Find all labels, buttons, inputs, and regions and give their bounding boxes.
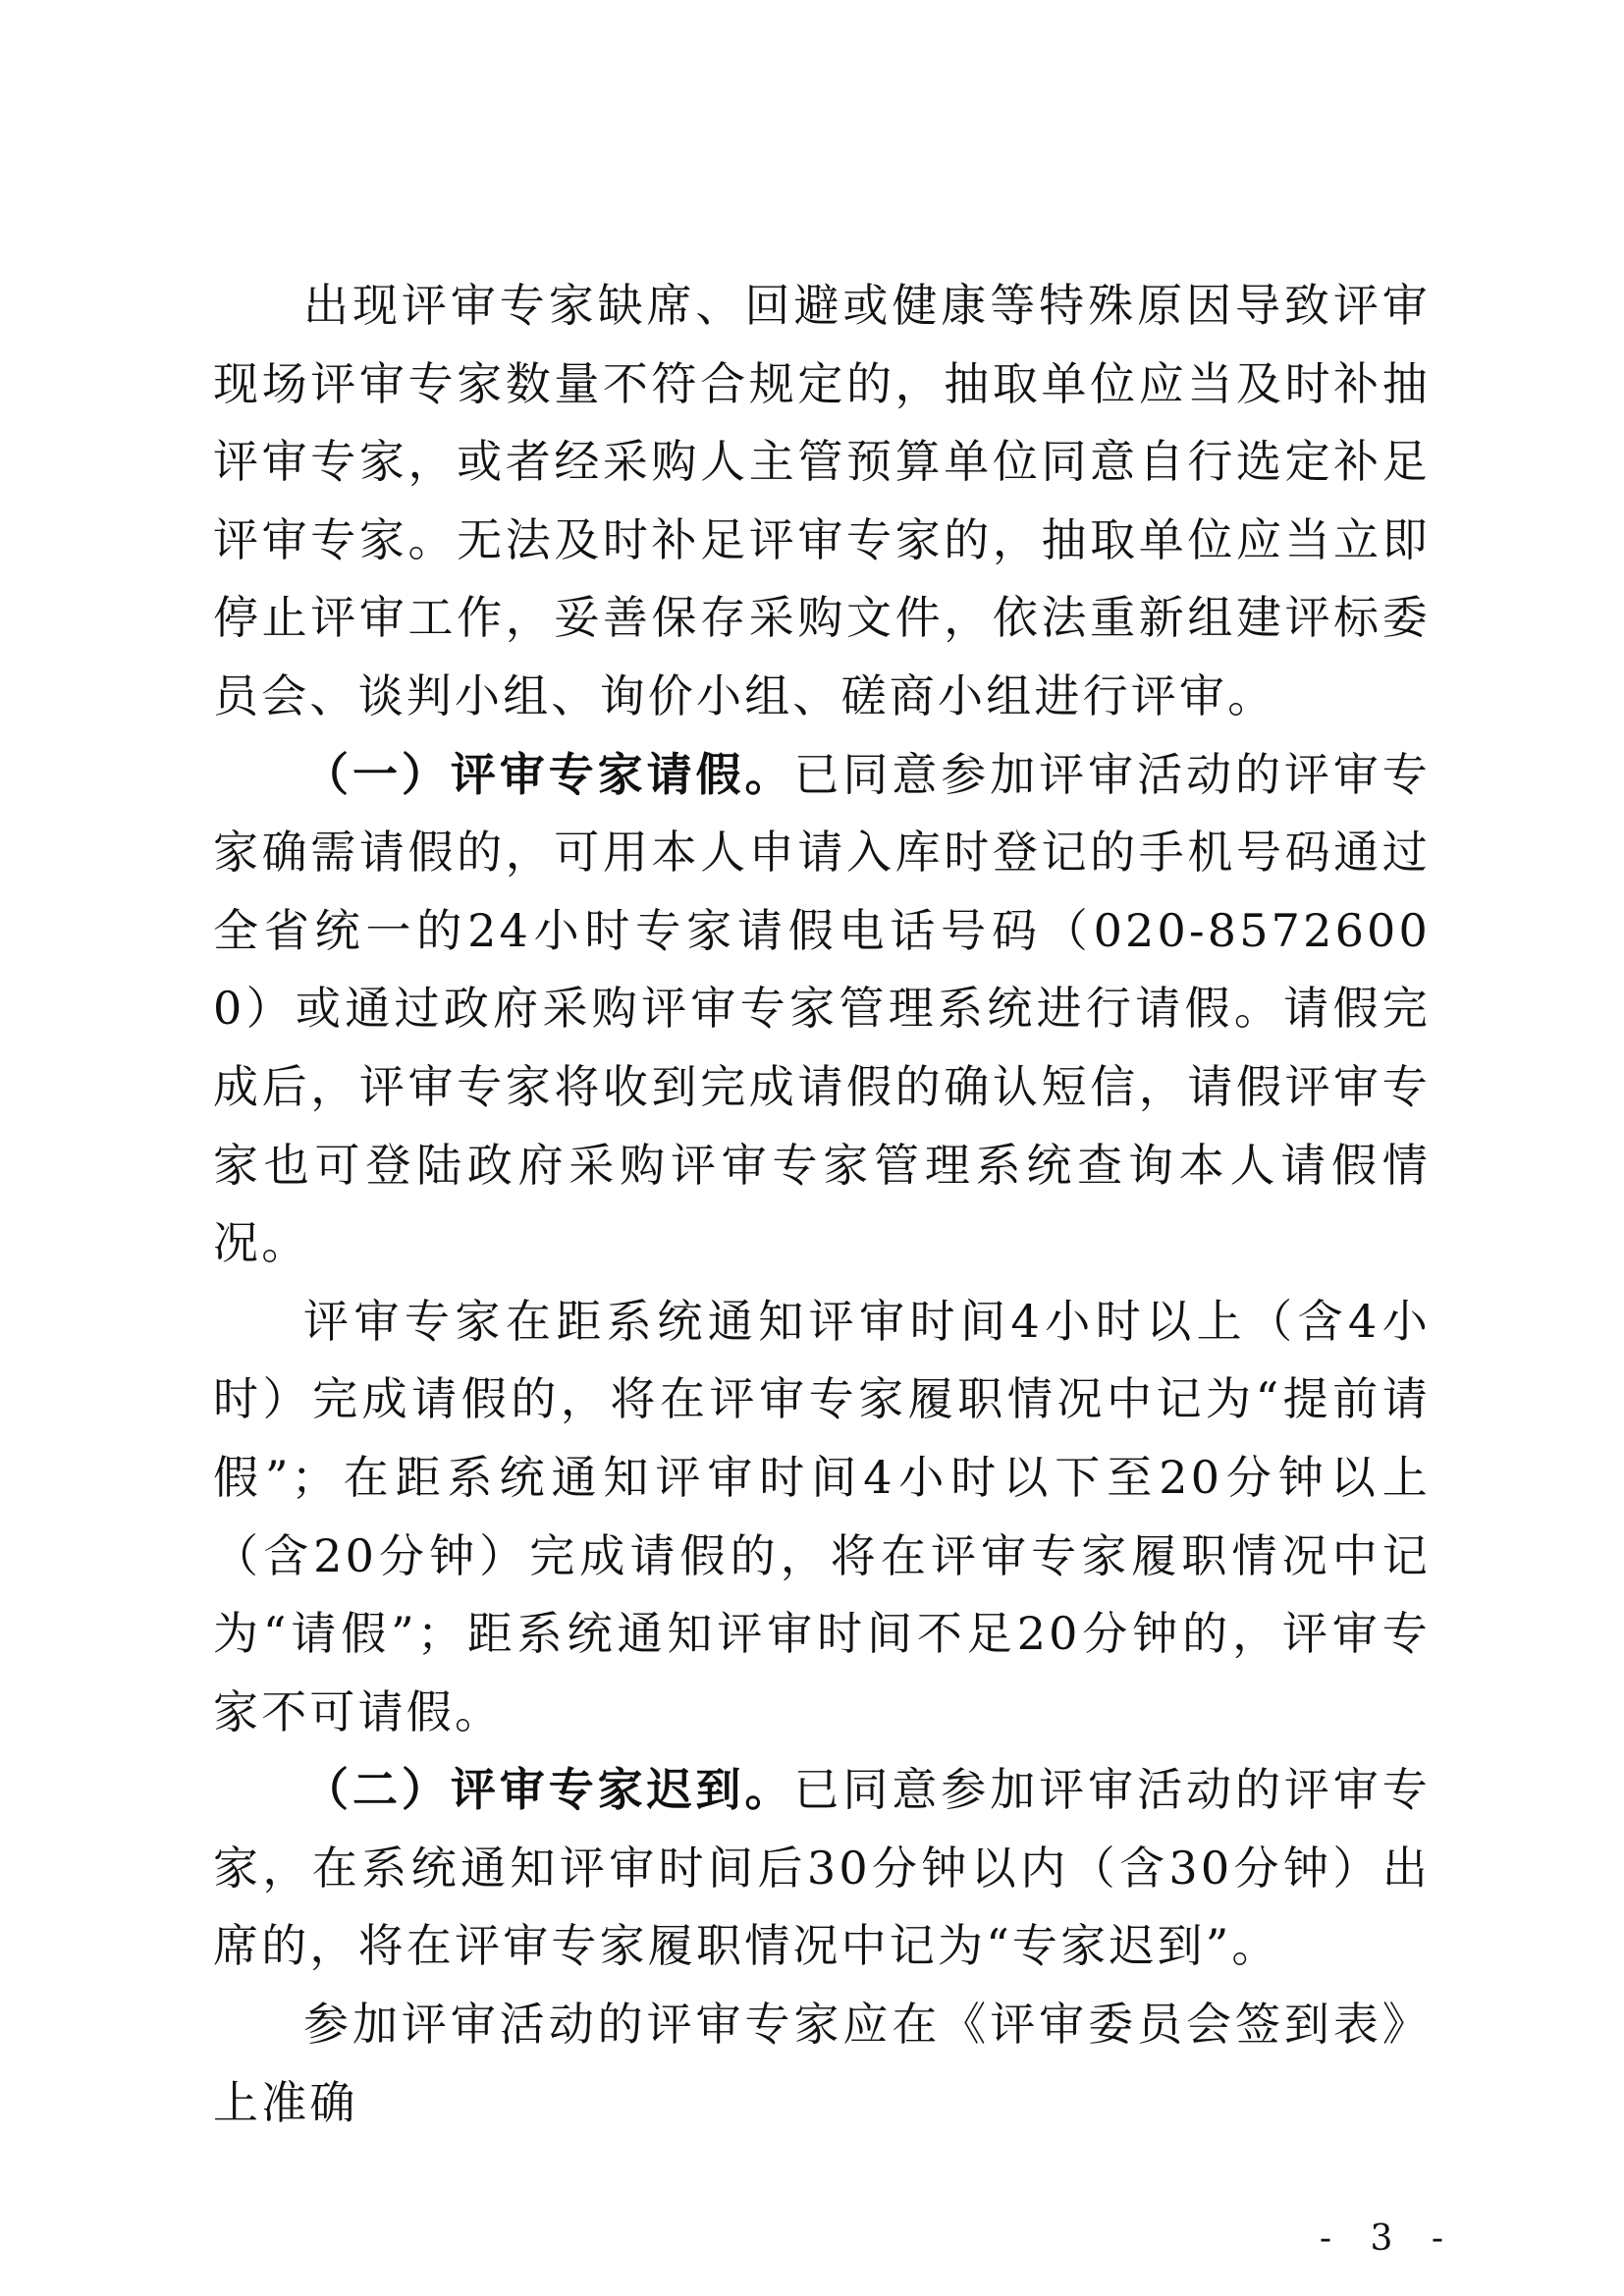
page-number: - 3 - xyxy=(1319,2218,1457,2259)
paragraph-text: 参加评审活动的评审专家应在《评审委员会签到表》上准确 xyxy=(213,1998,1431,2129)
body-text xyxy=(213,267,1431,2142)
paragraph-text: 已同意参加评审活动的评审专家确需请假的，可用本人申请入库时登记的手机号码通过全省统一的24小时专家请假电话号码（020-85726000）或通过政府采购评审专家管理系统进行请假。请假完成后，评审专家将收到完成请假的确认短信，请假评审专家也可登陆政府采购评审专家管理系统查询本人请假情况。 xyxy=(213,747,1431,1270)
paragraph-text: 已同意参加评审活动的评审专家，在系统通知评审时间后30分钟以内（含30分钟）出席的，将在评审专家履职情况中记为“专家迟到”。 xyxy=(213,1763,1431,1973)
paragraph-sign-in xyxy=(213,1986,1431,2142)
paragraph-expert-leave xyxy=(213,736,1431,1283)
paragraph-expert-absence xyxy=(213,267,1431,736)
paragraph-text: 评审专家在距系统通知评审时间4小时以上（含4小时）完成请假的，将在评审专家履职情况中记为“提前请假”；在距系统通知评审时间4小时以下至20分钟以上（含20分钟）完成请假的，将在评审专家履职情况中记为“请假”；距系统通知评审时间不足20分钟的，评审专家不可请假。 xyxy=(213,1294,1431,1738)
paragraph-leave-timing xyxy=(213,1283,1431,1752)
paragraph-expert-late xyxy=(213,1751,1431,1986)
paragraph-text: 出现评审专家缺席、回避或健康等特殊原因导致评审现场评审专家数量不符合规定的，抽取单位应当及时补抽评审专家，或者经采购人主管预算单位同意自行选定补足评审专家。无法及时补足评审专家的，抽取单位应当立即停止评审工作，妥善保存采购文件，依法重新组建评标委员会、谈判小组、询价小组、磋商小组进行评审。 xyxy=(213,279,1431,722)
section-heading-late: （二）评审专家迟到。 xyxy=(303,1763,794,1817)
section-heading-leave: （一）评审专家请假。 xyxy=(303,747,794,801)
